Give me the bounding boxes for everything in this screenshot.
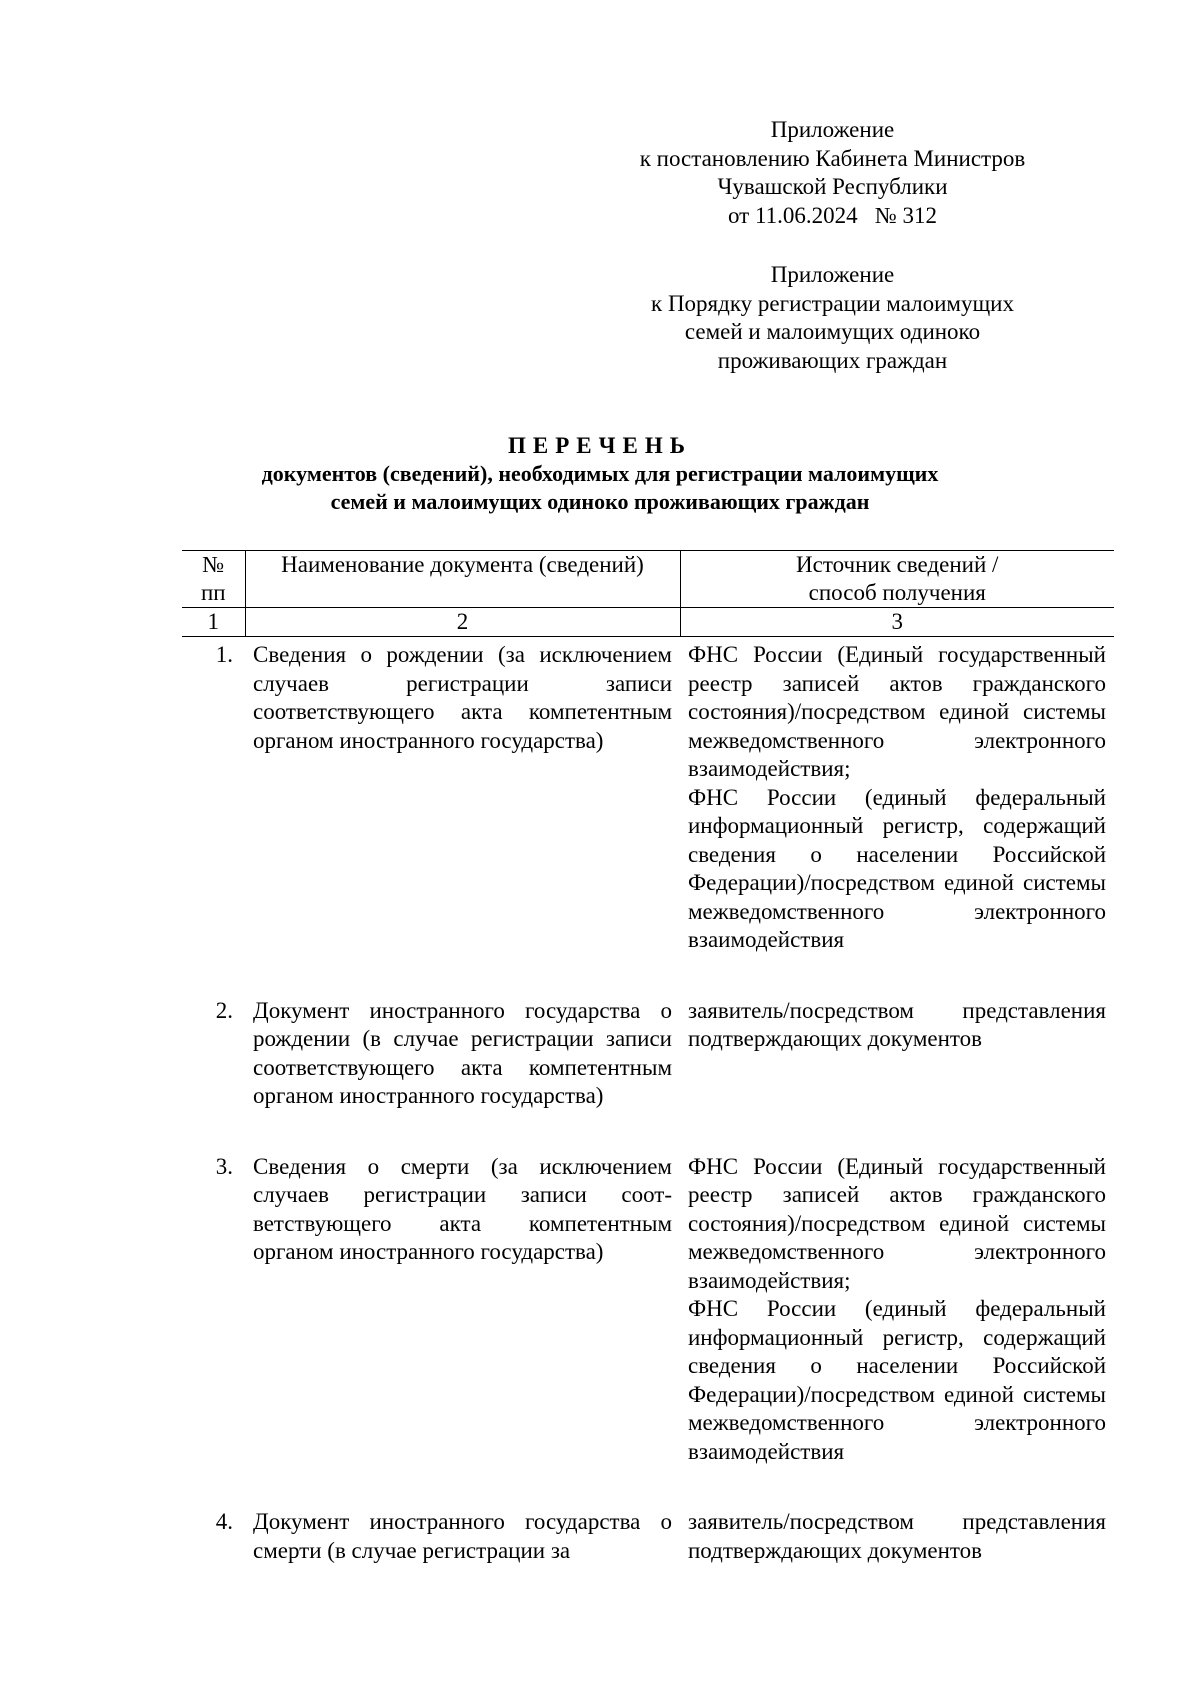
row-number: 4.: [215, 1509, 233, 1534]
row-number: 3.: [215, 1153, 233, 1179]
table-row: [182, 995, 1114, 1151]
row-source-part: ФНС России (Единый государственный реестр записей актов гражданского состояния)/посредством единой системы межведомственного электронного взаимодействия;: [688, 1153, 1106, 1293]
title-sub-line1: документов (сведений), необходимых для регистрации малоимущих: [261, 461, 939, 486]
row-source-part: ФНС России (единый федеральный информационный регистр, содержащий сведения о населении Российской Федерации)/посредством единой системы межведомственного электронного взаимодействия: [688, 1296, 1106, 1464]
row-source: [680, 995, 1114, 1151]
row-source-part: ФНС России (Единый государственный реестр записей актов гражданского состояния)/посредством единой системы межведомственного электронного взаимодействия;: [688, 642, 1106, 781]
table-row: [182, 1151, 1114, 1507]
column-number-3: 3: [680, 608, 1114, 637]
table-header-row: [182, 551, 1114, 608]
header2-line3: семей и малоимущих одиноко: [684, 319, 981, 344]
table-row: [182, 1506, 1114, 1565]
header1-line4: от 11.06.2024 № 312: [727, 202, 938, 228]
header1-line3: Чувашской Республики: [717, 174, 948, 199]
row-document-name: Документ иностранного государства о рождении (в случае регистрации записи соответствующего акта компетентным органом иностранного государства): [253, 997, 672, 1108]
column-number-2: 2: [245, 608, 680, 637]
header-document-name: [245, 551, 680, 608]
table-row: [182, 637, 1114, 995]
title-main: ПЕРЕЧЕНЬ: [508, 433, 692, 458]
row-document-name: Сведения о рождении (за исключением случаев регистрации записи соответствующего акта компетентным органом иностранного государства): [253, 642, 672, 753]
header-document-name-text: Наименование документа (сведений): [281, 552, 644, 577]
documents-table: [182, 550, 1114, 1565]
row-source-part: заявитель/посредством представления подтверждающих документов: [688, 1509, 1106, 1563]
row-document-name: Сведения о смерти (за исключением случаев регистрации записи соответствующего акта компетентным органом иностранного государства): [253, 1153, 672, 1264]
header2-line4: проживающих граждан: [717, 347, 948, 373]
header1-line1: Приложение: [770, 117, 895, 142]
appendix-header-resolution: [620, 116, 1045, 230]
document-title: [150, 432, 1050, 516]
row-source-part: заявитель/посредством представления подтверждающих документов: [688, 997, 1106, 1051]
header-number-line2: пп: [200, 580, 226, 605]
row-number: 2.: [215, 997, 233, 1023]
header2-line2: к Порядку регистрации малоимущих: [651, 290, 1014, 316]
row-source: [680, 1506, 1114, 1565]
header-source: [680, 551, 1114, 608]
row-source: [680, 1151, 1114, 1507]
header1-line2: к постановлению Кабинета Министров: [639, 145, 1026, 171]
row-source-part: ФНС России (единый федеральный информационный регистр, содержащий сведения о населении Российской Федерации)/посредством единой системы межведомственного электронного взаимодействия: [688, 784, 1106, 952]
column-number-row: [182, 608, 1114, 637]
row-number: 1.: [215, 642, 233, 667]
title-sub-line2: семей и малоимущих одиноко проживающих граждан: [330, 489, 870, 514]
header-source-line2: способ получения: [808, 580, 986, 605]
row-document-name: Документ иностранного государства о смерти (в случае регистрации за: [253, 1509, 672, 1563]
header2-line1: Приложение: [770, 262, 895, 287]
header-number: [182, 551, 245, 608]
header-source-line1: Источник сведений /: [796, 552, 999, 577]
row-source: [680, 637, 1114, 995]
header-number-line1: №: [202, 552, 225, 577]
column-number-1: 1: [182, 608, 245, 637]
appendix-header-procedure: [620, 261, 1045, 375]
